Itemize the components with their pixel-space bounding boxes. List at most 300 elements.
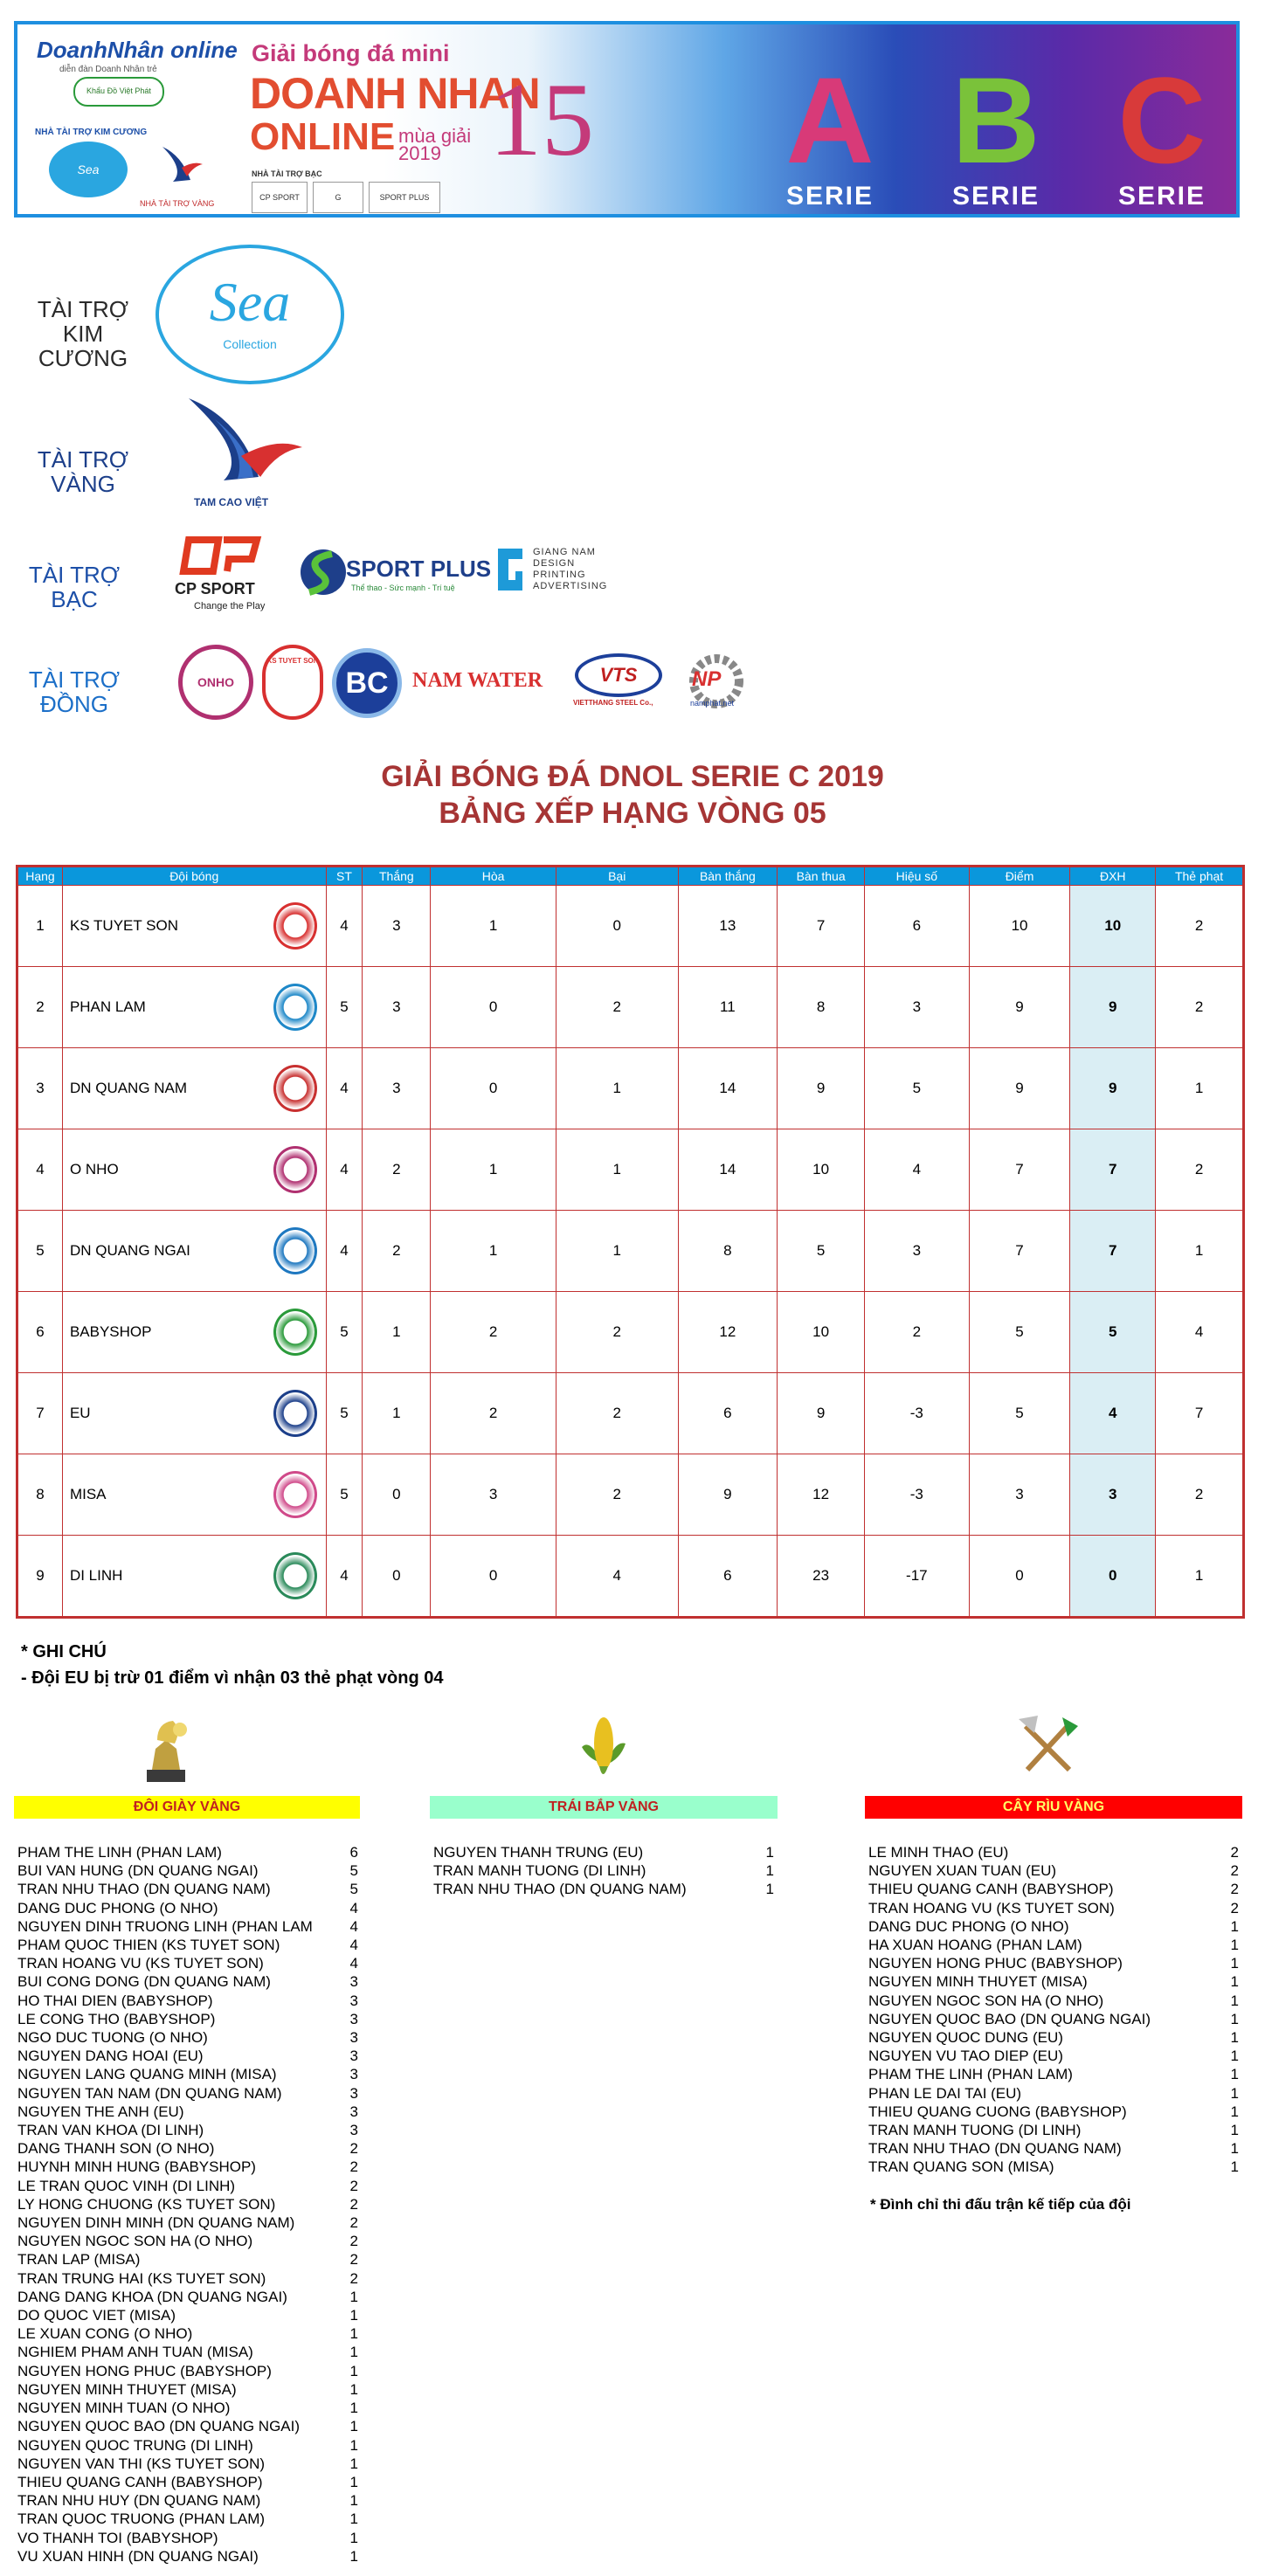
- serie-b-badge: [935, 52, 1057, 211]
- team-cell: [62, 1536, 326, 1618]
- player-name: TRAN HOANG VU (KS TUYET SON): [17, 1955, 264, 1972]
- col-header: ĐXH: [1070, 867, 1156, 886]
- l-cell: 2: [556, 1373, 678, 1454]
- list-item: [17, 2084, 358, 2103]
- gd-cell: 3: [864, 967, 969, 1048]
- player-name: TRAN MANH TUONG (DI LINH): [868, 2122, 1082, 2139]
- header-banner: [14, 21, 1240, 232]
- table-row: [17, 886, 1244, 967]
- page-subtitle: BẢNG XẾP HẠNG VÒNG 05: [439, 797, 826, 830]
- serie-label: SERIE: [1117, 182, 1206, 211]
- table-row: [17, 1292, 1244, 1373]
- col-header: Hiệu số: [864, 867, 969, 886]
- list-item: [868, 2010, 1239, 2028]
- banner-season: [398, 125, 472, 164]
- list-item: [17, 1899, 358, 1917]
- player-count: 5: [349, 1862, 358, 1880]
- player-name: TRAN HOANG VU (KS TUYET SON): [868, 1899, 1115, 1916]
- player-count: 1: [1230, 2122, 1239, 2139]
- list-item: [868, 1992, 1239, 2010]
- team-logo-icon: [273, 1227, 317, 1274]
- player-count: 1: [349, 2400, 358, 2417]
- player-name: TRAN LAP (MISA): [17, 2251, 141, 2269]
- cards-cell: 2: [1156, 886, 1244, 967]
- banner-line1: Giải bóng đá mini: [252, 40, 450, 66]
- list-item: [17, 2380, 358, 2399]
- sponsor-label-line: ĐỒNG: [40, 691, 108, 717]
- pts-cell: 0: [969, 1536, 1070, 1618]
- mini-logo-cp: CP SPORT: [252, 182, 308, 213]
- player-name: NGUYEN DINH TRUONG LINH (PHAN LAM: [17, 1917, 313, 1935]
- player-count: 2: [349, 2158, 358, 2176]
- team-name: O NHO: [69, 1161, 119, 1178]
- player-name: NGUYEN LANG QUANG MINH (MISA): [17, 2066, 277, 2083]
- player-count: 1: [1230, 1973, 1239, 1991]
- player-count: 1: [1230, 1955, 1239, 1972]
- player-count: 1: [349, 2529, 358, 2546]
- golden-boot-trophy-icon: [131, 1714, 201, 1785]
- sponsor-label-gold: [17, 447, 149, 496]
- st-cell: 4: [326, 886, 363, 967]
- silver-sponsor-label: NHÀ TÀI TRỢ BẠC: [252, 169, 322, 178]
- list-item: [17, 2473, 358, 2491]
- player-name: VO THANH TOI (BABYSHOP): [17, 2529, 218, 2546]
- golden-corn-header: TRÁI BẮP VÀNG: [430, 1796, 778, 1819]
- list-item: [868, 1861, 1239, 1880]
- list-item: [17, 2139, 358, 2158]
- player-name: LE XUAN CONG (O NHO): [17, 2325, 193, 2343]
- logo-subtext: Collection: [223, 337, 277, 351]
- list-item: [868, 1917, 1239, 1936]
- rank-cell: 1: [17, 886, 63, 967]
- player-count: 1: [765, 1881, 774, 1898]
- mini-logo-sportplus: SPORT PLUS: [369, 182, 440, 213]
- player-count: 4: [349, 1955, 358, 1972]
- col-header: Thẻ phạt: [1156, 867, 1244, 886]
- brand-logo: DoanhNhân online: [37, 37, 238, 63]
- team-logo-icon: [273, 1390, 317, 1437]
- col-header: Đội bóng: [62, 867, 326, 886]
- serie-letter: B: [951, 52, 1040, 189]
- giang-nam-line: ADVERTISING: [533, 581, 608, 591]
- team-name: MISA: [69, 1486, 107, 1502]
- list-item: [868, 1972, 1239, 1991]
- onho-logo: ONHO: [178, 645, 253, 720]
- player-count: 3: [349, 2029, 358, 2047]
- d-cell: 2: [431, 1292, 556, 1373]
- player-count: 1: [349, 2307, 358, 2324]
- team-logo-icon: [273, 1146, 317, 1193]
- player-name: NGUYEN QUOC BAO (DN QUANG NGAI): [17, 2418, 301, 2435]
- gd-cell: -3: [864, 1454, 969, 1536]
- list-item: [17, 2324, 358, 2343]
- np-logo: NP: [692, 667, 722, 691]
- player-count: 2: [1230, 1899, 1239, 1916]
- dxh-cell: 5: [1070, 1292, 1156, 1373]
- st-cell: 5: [326, 1292, 363, 1373]
- player-count: 1: [349, 2418, 358, 2435]
- list-item: [868, 2028, 1239, 2047]
- player-name: DANG DUC PHONG (O NHO): [868, 1917, 1069, 1935]
- player-name: NGUYEN VU TAO DIEP (EU): [868, 2048, 1063, 2065]
- giang-nam-logo-icon: [494, 545, 526, 594]
- list-item: [17, 2177, 358, 2195]
- cards-cell: 7: [1156, 1373, 1244, 1454]
- list-item: [17, 1972, 358, 1991]
- cp-sport-tagline: Change the Play: [194, 601, 266, 611]
- player-count: 1: [349, 2325, 358, 2343]
- player-name: DANG THANH SON (O NHO): [17, 2140, 215, 2158]
- player-name: NGUYEN QUOC DUNG (EU): [868, 2029, 1063, 2047]
- col-header: ST: [326, 867, 363, 886]
- list-item: [17, 2399, 358, 2417]
- list-item: [17, 2455, 358, 2473]
- sponsor-label-bronze: [17, 667, 131, 716]
- gf-cell: 13: [678, 886, 778, 967]
- player-count: 1: [1230, 2103, 1239, 2120]
- player-name: NGHIEM PHAM ANH TUAN (MISA): [17, 2344, 253, 2361]
- sponsor-label-line: KIM CƯƠNG: [38, 321, 128, 371]
- rank-cell: 6: [17, 1292, 63, 1373]
- player-name: HA XUAN HOANG (PHAN LAM): [868, 1937, 1082, 1954]
- sponsor-label-line: VÀNG: [51, 471, 115, 497]
- player-count: 3: [349, 2010, 358, 2027]
- pts-cell: 9: [969, 1048, 1070, 1129]
- player-name: LE CONG THO (BABYSHOP): [17, 2010, 216, 2027]
- ga-cell: 12: [778, 1454, 865, 1536]
- team-cell: [62, 1211, 326, 1292]
- gf-cell: 8: [678, 1211, 778, 1292]
- list-item: [868, 2158, 1239, 2176]
- player-count: 1: [349, 2455, 358, 2472]
- list-item: [17, 2529, 358, 2547]
- list-item: [17, 2417, 358, 2435]
- gf-cell: 6: [678, 1373, 778, 1454]
- player-count: 3: [349, 1973, 358, 1991]
- team-name: KS TUYET SON: [69, 917, 179, 934]
- ga-cell: 9: [778, 1048, 865, 1129]
- l-cell: 2: [556, 967, 678, 1048]
- ks-tuyet-son-logo: KS TUYET SON: [262, 645, 323, 720]
- player-name: TRAN NHU THAO (DN QUANG NAM): [433, 1881, 687, 1898]
- list-item: [17, 2510, 358, 2528]
- l-cell: 1: [556, 1129, 678, 1211]
- player-name: LE TRAN QUOC VINH (DI LINH): [17, 2177, 236, 2194]
- sea-collection-logo: [156, 245, 344, 384]
- w-cell: 3: [363, 886, 431, 967]
- pts-cell: 9: [969, 967, 1070, 1048]
- player-count: 1: [1230, 1917, 1239, 1935]
- golden-corn-icon: [573, 1712, 634, 1785]
- st-cell: 5: [326, 1373, 363, 1454]
- page-title: GIẢI BÓNG ĐÁ DNOL SERIE C 2019: [381, 760, 884, 793]
- player-name: THIEU QUANG CUONG (BABYSHOP): [868, 2103, 1127, 2120]
- l-cell: 0: [556, 886, 678, 967]
- ga-cell: 10: [778, 1129, 865, 1211]
- player-name: LE MINH THAO (EU): [868, 1844, 1009, 1861]
- player-name: THIEU QUANG CANH (BABYSHOP): [868, 1881, 1114, 1898]
- list-item: [868, 2121, 1239, 2139]
- team-logo-icon: [273, 1471, 317, 1518]
- player-count: 1: [1230, 1992, 1239, 2009]
- list-item: [17, 1936, 358, 1954]
- pts-cell: 7: [969, 1211, 1070, 1292]
- notes-line: - Đội EU bị trừ 01 điểm vì nhận 03 thẻ phạt vòng 04: [21, 1668, 444, 1688]
- gd-cell: -17: [864, 1536, 969, 1618]
- dxh-cell: 3: [1070, 1454, 1156, 1536]
- sport-plus-tagline: Thể thao - Sức mạnh - Trí tuệ: [351, 584, 455, 592]
- sponsor-label-diamond: [17, 297, 149, 370]
- list-item: [17, 2250, 358, 2269]
- list-item: [868, 2047, 1239, 2065]
- player-count: 2: [349, 2269, 358, 2287]
- player-name: BUI VAN HUNG (DN QUANG NGAI): [17, 1862, 259, 1880]
- list-item: [17, 1954, 358, 1972]
- list-item: [868, 1936, 1239, 1954]
- golden-axe-icon: [1012, 1712, 1082, 1782]
- player-count: 2: [349, 2195, 358, 2213]
- logo-text: Sea: [209, 271, 291, 333]
- team-logo-icon: [273, 1309, 317, 1356]
- table-header-row: [17, 867, 1244, 886]
- player-name: NGUYEN DINH MINH (DN QUANG NAM): [17, 2214, 295, 2232]
- giang-nam-line: PRINTING: [533, 570, 586, 580]
- l-cell: 1: [556, 1048, 678, 1129]
- player-count: 1: [349, 2362, 358, 2379]
- dxh-cell: 7: [1070, 1211, 1156, 1292]
- player-count: 4: [349, 1899, 358, 1916]
- table-row: [17, 1536, 1244, 1618]
- player-name: NGUYEN MINH THUYET (MISA): [868, 1973, 1088, 1991]
- player-name: DANG DANG KHOA (DN QUANG NGAI): [17, 2288, 287, 2305]
- st-cell: 5: [326, 1454, 363, 1536]
- pts-cell: 10: [969, 886, 1070, 967]
- player-count: 3: [349, 2103, 358, 2120]
- gf-cell: 14: [678, 1129, 778, 1211]
- player-name: HUYNH MINH HUNG (BABYSHOP): [17, 2158, 256, 2176]
- player-name: NGUYEN THE ANH (EU): [17, 2103, 184, 2120]
- player-count: 1: [349, 2436, 358, 2454]
- col-header: Hòa: [431, 867, 556, 886]
- player-name: NGUYEN MINH THUYET (MISA): [17, 2380, 237, 2398]
- sponsor-label-line: BẠC: [51, 586, 98, 612]
- player-name: HO THAI DIEN (BABYSHOP): [17, 1992, 213, 2009]
- player-name: TRAN MANH TUONG (DI LINH): [433, 1862, 646, 1880]
- w-cell: 0: [363, 1454, 431, 1536]
- banner-line2: DOANH NHAN: [250, 69, 540, 118]
- player-count: 3: [349, 2066, 358, 2083]
- player-count: 2: [1230, 1844, 1239, 1861]
- player-name: NGUYEN HONG PHUC (BABYSHOP): [868, 1955, 1123, 1972]
- team-logo-icon: [273, 984, 317, 1031]
- vts-logo: VTS: [575, 653, 662, 697]
- player-count: 1: [349, 2380, 358, 2398]
- season-year: 2019: [398, 142, 441, 164]
- standings-table: [16, 865, 1245, 1619]
- list-item: [17, 2288, 358, 2306]
- player-name: PHAM THE LINH (PHAN LAM): [17, 1844, 222, 1861]
- player-count: 1: [349, 2492, 358, 2510]
- team-name: DN QUANG NGAI: [69, 1242, 190, 1259]
- tam-cao-viet-text: TAM CAO VIỆT: [194, 496, 269, 508]
- list-item: [868, 1843, 1239, 1861]
- golden-boot-list: [17, 1843, 358, 2566]
- banner-line3: ONLINE: [250, 115, 396, 158]
- player-name: NGUYEN DANG HOAI (EU): [17, 2048, 204, 2065]
- team-cell: [62, 1454, 326, 1536]
- team-cell: [62, 1048, 326, 1129]
- st-cell: 4: [326, 1048, 363, 1129]
- ga-cell: 8: [778, 967, 865, 1048]
- mini-logo-g: G: [313, 182, 363, 213]
- player-name: PHAN LE DAI TAI (EU): [868, 2084, 1022, 2102]
- table-row: [17, 1373, 1244, 1454]
- player-count: 1: [1230, 2084, 1239, 2102]
- table-row: [17, 1454, 1244, 1536]
- player-count: 1: [349, 2547, 358, 2565]
- ga-cell: 5: [778, 1211, 865, 1292]
- l-cell: 2: [556, 1292, 678, 1373]
- player-count: 2: [1230, 1881, 1239, 1898]
- list-item: [17, 2306, 358, 2324]
- player-name: TRAN NHU THAO (DN QUANG NAM): [17, 1881, 271, 1898]
- cp-sport-text: CP SPORT: [175, 580, 255, 597]
- list-item: [17, 1880, 358, 1898]
- player-name: NGO DUC TUONG (O NHO): [17, 2029, 208, 2047]
- rank-cell: 8: [17, 1454, 63, 1536]
- player-count: 3: [349, 1992, 358, 2009]
- player-count: 3: [349, 2122, 358, 2139]
- pts-cell: 3: [969, 1454, 1070, 1536]
- player-count: 3: [349, 2048, 358, 2065]
- list-item: [17, 2362, 358, 2380]
- player-count: 1: [349, 2510, 358, 2528]
- ga-cell: 7: [778, 886, 865, 967]
- list-item: [868, 1954, 1239, 1972]
- l-cell: 1: [556, 1211, 678, 1292]
- player-count: 2: [1230, 1862, 1239, 1880]
- d-cell: 0: [431, 1536, 556, 1618]
- d-cell: 1: [431, 1129, 556, 1211]
- list-item: [17, 2343, 358, 2361]
- w-cell: 0: [363, 1536, 431, 1618]
- gf-cell: 11: [678, 967, 778, 1048]
- list-item: [17, 2010, 358, 2028]
- player-count: 1: [349, 2288, 358, 2305]
- rank-cell: 4: [17, 1129, 63, 1211]
- player-count: 2: [349, 2177, 358, 2194]
- list-item: [17, 1843, 358, 1861]
- list-item: [868, 2103, 1239, 2121]
- giang-nam-line: GIANG NAM: [533, 547, 596, 557]
- team-name: BABYSHOP: [69, 1323, 152, 1340]
- sport-plus-text: SPORT PLUS: [346, 556, 492, 582]
- gf-cell: 9: [678, 1454, 778, 1536]
- giang-nam-line: DESIGN: [533, 558, 576, 569]
- team-name: DN QUANG NAM: [69, 1080, 188, 1096]
- player-count: 1: [765, 1862, 774, 1880]
- list-item: [17, 2121, 358, 2139]
- player-name: DO QUOC VIET (MISA): [17, 2307, 176, 2324]
- list-item: [433, 1861, 774, 1880]
- pts-cell: 5: [969, 1292, 1070, 1373]
- list-item: [17, 2158, 358, 2176]
- cards-cell: 1: [1156, 1211, 1244, 1292]
- cards-cell: 2: [1156, 967, 1244, 1048]
- cards-cell: 2: [1156, 1129, 1244, 1211]
- pts-cell: 5: [969, 1373, 1070, 1454]
- list-item: [17, 2065, 358, 2083]
- w-cell: 1: [363, 1373, 431, 1454]
- list-item: [433, 1880, 774, 1898]
- list-item: [17, 2028, 358, 2047]
- brand-subtitle: diễn đàn Doanh Nhân trẻ: [59, 65, 157, 74]
- player-name: TRAN TRUNG HAI (KS TUYET SON): [17, 2269, 266, 2287]
- dxh-cell: 9: [1070, 967, 1156, 1048]
- player-name: NGUYEN THANH TRUNG (EU): [433, 1844, 644, 1861]
- player-count: 5: [349, 1881, 358, 1898]
- ga-cell: 23: [778, 1536, 865, 1618]
- rank-cell: 2: [17, 967, 63, 1048]
- list-item: [17, 2047, 358, 2065]
- player-name: VU XUAN HINH (DN QUANG NGAI): [17, 2547, 259, 2565]
- list-item: [17, 2436, 358, 2455]
- player-count: 1: [1230, 2010, 1239, 2027]
- col-header: Bàn thắng: [678, 867, 778, 886]
- serie-label: SERIE: [951, 182, 1040, 211]
- golden-boot-header: ĐÔI GIÀY VÀNG: [14, 1796, 360, 1819]
- table-row: [17, 1129, 1244, 1211]
- player-count: 1: [765, 1844, 774, 1861]
- list-item: [17, 1992, 358, 2010]
- list-item: [17, 1861, 358, 1880]
- player-name: THIEU QUANG CANH (BABYSHOP): [17, 2473, 263, 2490]
- list-item: [17, 2491, 358, 2510]
- team-name: PHAN LAM: [69, 998, 146, 1015]
- player-count: 1: [1230, 2158, 1239, 2176]
- st-cell: 5: [326, 967, 363, 1048]
- rank-cell: 7: [17, 1373, 63, 1454]
- l-cell: 2: [556, 1454, 678, 1536]
- player-name: BUI CONG DONG (DN QUANG NAM): [17, 1973, 271, 1991]
- player-name: NGUYEN NGOC SON HA (O NHO): [17, 2233, 253, 2250]
- w-cell: 1: [363, 1292, 431, 1373]
- dxh-cell: 7: [1070, 1129, 1156, 1211]
- player-count: 4: [349, 1917, 358, 1935]
- gf-cell: 12: [678, 1292, 778, 1373]
- player-count: 1: [1230, 2029, 1239, 2047]
- team-logo-icon: [273, 902, 317, 950]
- list-item: [868, 2065, 1239, 2083]
- d-cell: 1: [431, 1211, 556, 1292]
- small-sponsor-logo: Khẩu Đồ Việt Phát: [73, 77, 164, 107]
- team-cell: [62, 1129, 326, 1211]
- player-count: 1: [349, 2344, 358, 2361]
- player-name: TRAN QUOC TRUONG (PHAN LAM): [17, 2510, 266, 2528]
- bc-logo: BC: [332, 648, 402, 718]
- player-name: NGUYEN HONG PHUC (BABYSHOP): [17, 2362, 272, 2379]
- golden-corn-list: [433, 1843, 774, 1899]
- team-name: EU: [69, 1405, 91, 1421]
- player-name: NGUYEN MINH TUAN (O NHO): [17, 2400, 231, 2417]
- team-logo-icon: [273, 1065, 317, 1112]
- team-logo-icon: [273, 1552, 317, 1599]
- col-header: Hạng: [17, 867, 63, 886]
- player-name: LY HONG CHUONG (KS TUYET SON): [17, 2195, 276, 2213]
- list-item: [17, 1917, 358, 1936]
- rank-cell: 3: [17, 1048, 63, 1129]
- player-name: TRAN NHU THAO (DN QUANG NAM): [868, 2140, 1122, 2158]
